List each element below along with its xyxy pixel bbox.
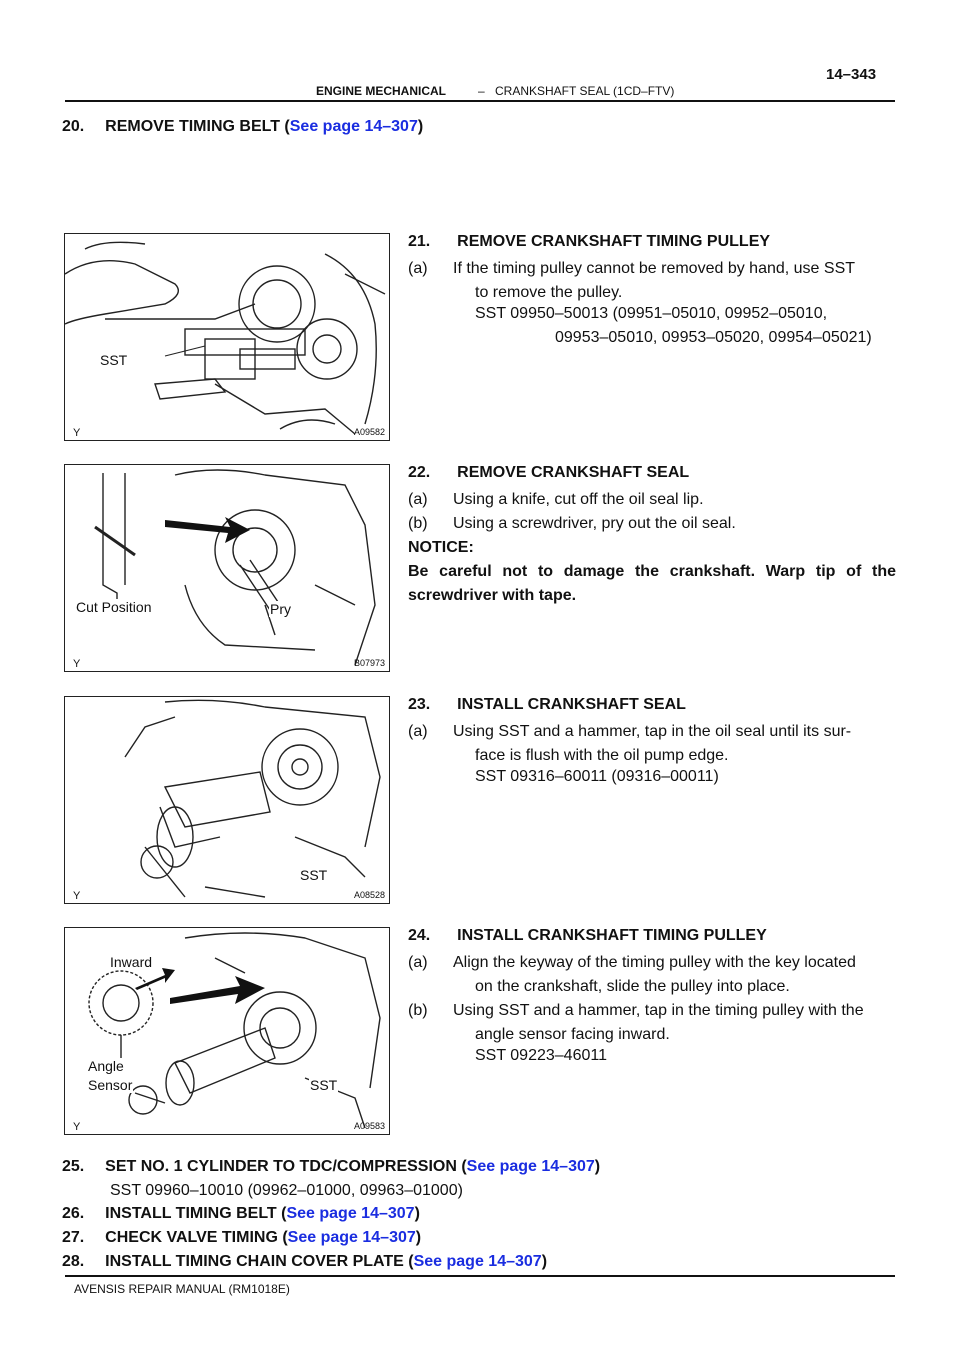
step-24-b: (b) Using SST and a hammer, tap in the timing pulley with the angle sensor facing inward. <box>408 1002 864 1043</box>
step-24-sst: SST 09223–46011 <box>475 1047 607 1064</box>
step-28-link[interactable]: See page 14–307 <box>413 1253 542 1270</box>
step-24 <box>408 927 767 945</box>
step-25-title: SET NO. 1 CYLINDER TO TDC/COMPRESSION ( <box>105 1158 467 1175</box>
step-23-number: 23. <box>408 696 431 713</box>
label-sst: SST <box>300 867 328 883</box>
step-24-a: (a) Align the keyway of the timing pulley with the key located on the crankshaft, slide the pulley into place. <box>408 954 856 995</box>
step-27: 27. CHECK VALVE TIMING (See page 14–307) <box>62 1229 422 1246</box>
step-26-title: INSTALL TIMING BELT ( <box>105 1205 287 1222</box>
seal-removal-illustration <box>65 465 389 671</box>
header-separator: – <box>478 84 485 98</box>
seal-install-illustration <box>65 697 389 903</box>
figure-code: A09582 <box>353 427 385 437</box>
step-21-a-text: If the timing pulley cannot be removed by hand, use SST to remove the pulley. <box>453 260 856 301</box>
figure-code: A08528 <box>353 890 385 900</box>
step-22-b: (b) Using a screwdriver, pry out the oil seal. <box>408 515 736 532</box>
step-21-a: (a) If the timing pulley cannot be removed by hand, use SST to remove the pulley. <box>408 257 896 305</box>
step-23 <box>408 696 686 714</box>
header-rule <box>65 100 895 102</box>
label-cut-position: Cut Position <box>76 599 152 615</box>
step-27-title: CHECK VALVE TIMING ( <box>105 1229 288 1246</box>
step-21-title: REMOVE CRANKSHAFT TIMING PULLEY <box>457 233 771 250</box>
step-21-sst-cont: 09953–05010, 09953–05020, 09954–05021) <box>555 329 872 346</box>
label-sst: SST <box>100 352 128 368</box>
step-21-number: 21. <box>408 233 431 250</box>
pulley-removal-illustration <box>65 234 389 440</box>
header-topic: CRANKSHAFT SEAL (1CD–FTV) <box>495 84 675 98</box>
figure-orientation-mark: Y <box>73 658 81 670</box>
step-26-link[interactable]: See page 14–307 <box>286 1205 415 1222</box>
step-22 <box>408 464 689 482</box>
footer-manual: AVENSIS REPAIR MANUAL (RM1018E) <box>74 1282 290 1296</box>
figure-orientation-mark: Y <box>73 890 81 902</box>
page-header <box>0 0 960 105</box>
step-22-number: 22. <box>408 464 431 481</box>
step-20-title: REMOVE TIMING BELT ( <box>105 118 290 135</box>
step-20-link[interactable]: See page 14–307 <box>289 118 418 135</box>
notice-text: Be careful not to damage the crankshaft. Warp tip of the screwdriver with tape. <box>408 563 896 604</box>
step-24-number: 24. <box>408 927 431 944</box>
step-23-title: INSTALL CRANKSHAFT SEAL <box>457 696 686 713</box>
step-25-sst: SST 09960–10010 (09962–01000, 09963–01000) <box>110 1182 463 1199</box>
figure-orientation-mark: Y <box>73 1121 81 1133</box>
label-angle: Angle <box>88 1058 124 1074</box>
label-sst: SST <box>310 1077 338 1093</box>
figure-code: A09583 <box>353 1121 385 1131</box>
step-20: 20. REMOVE TIMING BELT (See page 14–307) <box>62 118 424 135</box>
page-number: 14–343 <box>826 66 877 83</box>
label-sensor: Sensor <box>88 1077 133 1093</box>
arrow-icon <box>165 517 250 543</box>
step-23-sst: SST 09316–60011 (09316–00011) <box>475 768 719 785</box>
step-21 <box>408 233 770 251</box>
step-20-number: 20. <box>62 118 85 135</box>
figure-seal-removal <box>64 464 390 672</box>
step-25: 25. SET NO. 1 CYLINDER TO TDC/COMPRESSION (See page 14–307) <box>62 1158 601 1175</box>
figure-orientation-mark: Y <box>73 427 81 439</box>
step-25-link[interactable]: See page 14–307 <box>466 1158 595 1175</box>
step-22-title: REMOVE CRANKSHAFT SEAL <box>457 464 690 481</box>
step-21-sst: SST 09950–50013 (09951–05010, 09952–05010, <box>475 305 828 322</box>
step-23-a: (a) Using SST and a hammer, tap in the oil seal until its sur- face is flush with the oil pump edge. <box>408 723 852 764</box>
header-section: ENGINE MECHANICAL <box>316 84 447 98</box>
step-27-link[interactable]: See page 14–307 <box>287 1229 416 1246</box>
label-pry: Pry <box>270 601 291 617</box>
figure-seal-install <box>64 696 390 904</box>
arrow-icon <box>170 976 265 1004</box>
step-26: 26. INSTALL TIMING BELT (See page 14–307) <box>62 1205 420 1222</box>
figure-pulley-install <box>64 927 390 1135</box>
step-24-title: INSTALL CRANKSHAFT TIMING PULLEY <box>457 927 767 944</box>
arrow-icon <box>135 968 175 990</box>
figure-pulley-removal <box>64 233 390 441</box>
step-28: 28. INSTALL TIMING CHAIN COVER PLATE (See page 14–307) <box>62 1253 548 1270</box>
step-22-a: (a) Using a knife, cut off the oil seal lip. <box>408 491 704 508</box>
figure-code: B07973 <box>353 658 385 668</box>
step-28-title: INSTALL TIMING CHAIN COVER PLATE ( <box>105 1253 414 1270</box>
footer-rule <box>65 1275 895 1277</box>
notice-label: NOTICE: <box>408 539 474 556</box>
label-inward: Inward <box>110 954 153 970</box>
